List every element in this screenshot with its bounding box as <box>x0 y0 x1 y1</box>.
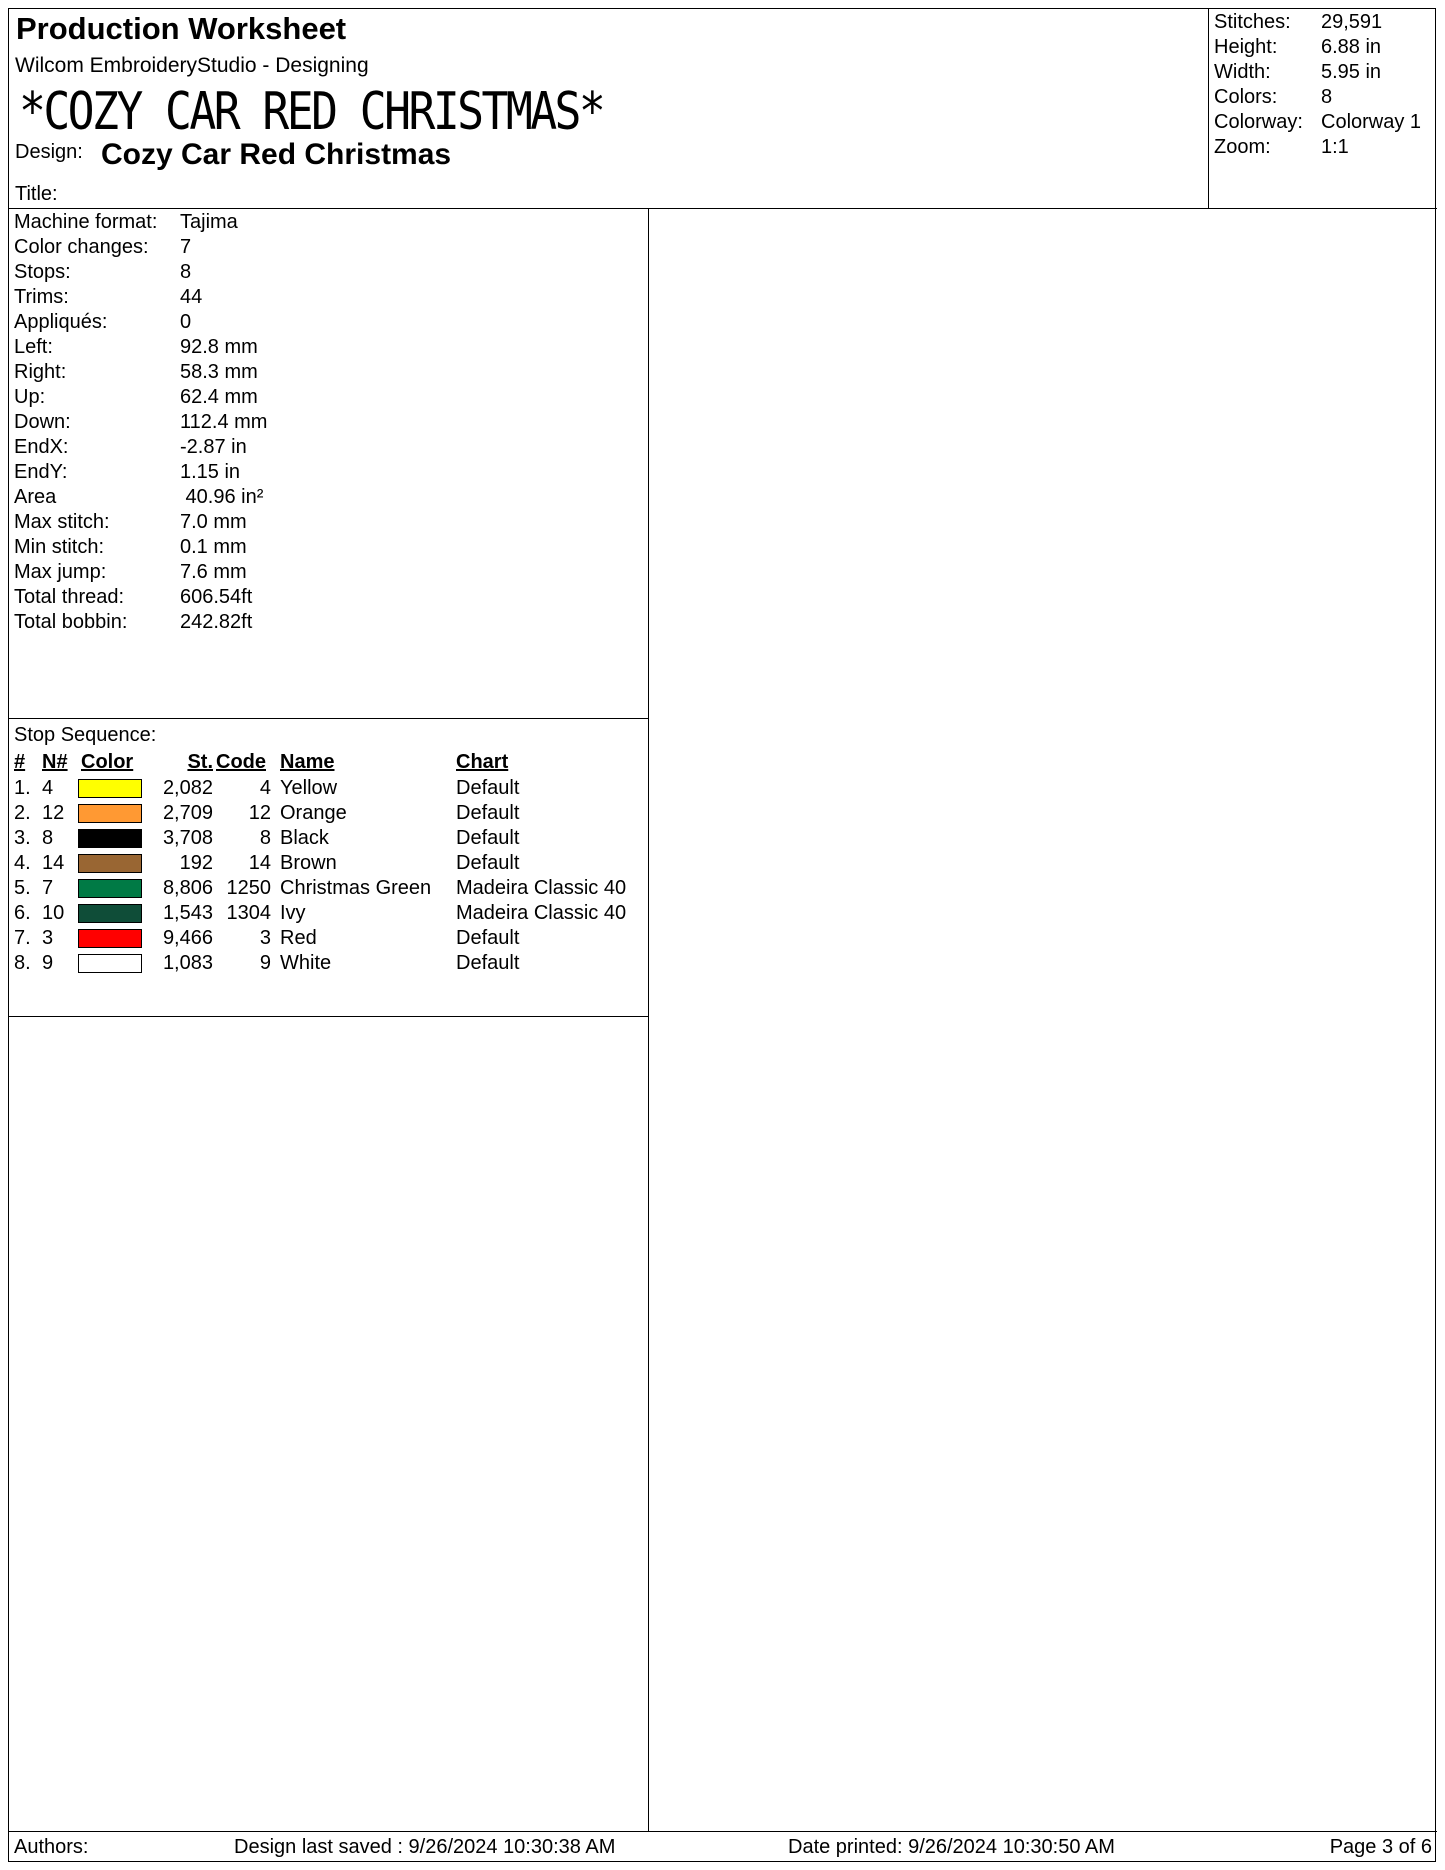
info-left <box>14 334 258 360</box>
row-needle: 3 <box>42 927 54 949</box>
row-needle: 9 <box>42 952 54 974</box>
stat-colors <box>1214 84 1332 110</box>
row-name: Ivy <box>280 902 306 924</box>
info-machine-format <box>14 209 238 235</box>
stop-sequence-title: Stop Sequence: <box>14 724 157 746</box>
info-value: 44 <box>180 286 203 308</box>
info-appliques <box>14 309 191 335</box>
info-down <box>14 409 267 435</box>
info-max-stitch <box>14 509 247 535</box>
row-needle: 7 <box>42 877 54 899</box>
color-swatch <box>78 829 142 848</box>
info-right <box>14 359 258 385</box>
stat-value: 8 <box>1321 86 1333 108</box>
stat-label: Colors: <box>1214 86 1278 108</box>
row-needle: 12 <box>42 802 65 824</box>
info-value: Tajima <box>180 211 238 233</box>
stat-width <box>1214 59 1381 85</box>
info-label: Color changes: <box>14 236 149 258</box>
color-swatch <box>78 854 142 873</box>
row-code: 1304 <box>226 902 271 924</box>
row-chart: Default <box>456 852 520 874</box>
color-swatch <box>78 954 142 973</box>
info-total-bobbin <box>14 609 252 635</box>
color-swatch <box>78 929 142 948</box>
info-value: -2.87 in <box>180 436 247 458</box>
row-stitches: 3,708 <box>162 827 213 849</box>
stat-stitches <box>1214 9 1382 35</box>
stat-value: 6.88 in <box>1321 36 1382 58</box>
info-endx <box>14 434 247 460</box>
header-title-block <box>9 9 1208 209</box>
worksheet-title: Production Worksheet <box>16 11 347 46</box>
info-value: 7.0 mm <box>180 511 247 533</box>
row-name: White <box>280 952 332 974</box>
info-value: 112.4 mm <box>180 411 268 433</box>
stat-label: Height: <box>1214 36 1278 58</box>
design-label: Design: <box>15 141 83 163</box>
row-chart: Default <box>456 927 520 949</box>
row-needle: 4 <box>42 777 54 799</box>
row-needle: 10 <box>42 902 65 924</box>
row-name: Orange <box>280 802 347 824</box>
footer-page-number: Page 3 of 6 <box>1329 1836 1432 1858</box>
col-header-chart: Chart <box>456 751 509 773</box>
production-worksheet <box>8 8 1436 1862</box>
info-value: 8 <box>180 261 192 283</box>
row-stitches: 2,709 <box>162 802 213 824</box>
footer-date-printed: Date printed: 9/26/2024 10:30:50 AM <box>788 1836 1115 1858</box>
info-value: 242.82ft <box>180 611 253 633</box>
stat-value: 1:1 <box>1321 136 1349 158</box>
details-column <box>9 209 649 1831</box>
info-label: Machine format: <box>14 211 158 233</box>
info-value: 58.3 mm <box>180 361 258 383</box>
col-header-needle: N# <box>42 751 68 773</box>
row-stitches: 9,466 <box>162 927 213 949</box>
footer-authors: Authors: <box>14 1836 89 1858</box>
row-code: 12 <box>248 802 271 824</box>
design-name: Cozy Car Red Christmas <box>101 138 452 171</box>
info-label: Max jump: <box>14 561 107 583</box>
info-min-stitch <box>14 534 247 560</box>
info-color-changes <box>14 234 191 260</box>
stat-value: 5.95 in <box>1321 61 1382 83</box>
design-stats <box>1208 9 1437 209</box>
col-header-color: Color <box>81 751 134 773</box>
row-code: 9 <box>259 952 271 974</box>
row-code: 8 <box>259 827 271 849</box>
row-stitches: 1,543 <box>162 902 213 924</box>
worksheet-footer <box>9 1831 1437 1863</box>
info-label: Max stitch: <box>14 511 110 533</box>
row-chart: Madeira Classic 40 <box>456 902 627 924</box>
row-name: Yellow <box>280 777 338 799</box>
row-name: Christmas Green <box>280 877 432 899</box>
row-num: 2. <box>14 802 31 824</box>
row-num: 3. <box>14 827 31 849</box>
stat-label: Zoom: <box>1214 136 1271 158</box>
row-chart: Madeira Classic 40 <box>456 877 627 899</box>
info-label: Left: <box>14 336 53 358</box>
row-stitches: 1,083 <box>162 952 213 974</box>
stat-label: Stitches: <box>1214 11 1291 33</box>
row-code: 4 <box>259 777 271 799</box>
info-label: Up: <box>14 386 46 408</box>
stop-sequence <box>9 719 649 1017</box>
row-num: 1. <box>14 777 31 799</box>
stat-label: Colorway: <box>1214 111 1303 133</box>
row-stitches: 192 <box>179 852 213 874</box>
info-value: 606.54ft <box>180 586 253 608</box>
stat-value: Colorway 1 <box>1321 111 1422 133</box>
row-num: 8. <box>14 952 31 974</box>
col-header-code: Code <box>216 751 266 773</box>
color-swatch <box>78 779 142 798</box>
row-code: 1250 <box>226 877 271 899</box>
info-value: 62.4 mm <box>180 386 258 408</box>
info-label: Down: <box>14 411 71 433</box>
stat-label: Width: <box>1214 61 1271 83</box>
row-name: Black <box>280 827 329 849</box>
design-banner: *COZY CAR RED CHRISTMAS* <box>19 82 604 142</box>
row-code: 3 <box>259 927 271 949</box>
row-stitches: 8,806 <box>162 877 213 899</box>
info-label: EndX: <box>14 436 69 458</box>
row-name: Brown <box>280 852 337 874</box>
info-area <box>14 484 263 510</box>
row-needle: 14 <box>42 852 65 874</box>
info-trims <box>14 284 202 310</box>
info-value: 7 <box>180 236 192 258</box>
row-num: 6. <box>14 902 31 924</box>
color-swatch <box>78 904 142 923</box>
info-label: Right: <box>14 361 67 383</box>
info-up <box>14 384 258 410</box>
row-code: 14 <box>248 852 271 874</box>
row-name: Red <box>280 927 317 949</box>
color-swatch <box>78 804 142 823</box>
row-chart: Default <box>456 777 520 799</box>
col-header-name: Name <box>280 751 335 773</box>
info-label: EndY: <box>14 461 68 483</box>
info-label: Area <box>14 486 57 508</box>
col-header-stitches: St. <box>187 751 213 773</box>
row-stitches: 2,082 <box>162 777 213 799</box>
title-label: Title: <box>15 183 58 205</box>
row-num: 4. <box>14 852 31 874</box>
footer-last-saved: Design last saved : 9/26/2024 10:30:38 AM <box>234 1836 616 1858</box>
stat-height <box>1214 34 1381 60</box>
info-label: Appliqués: <box>14 311 108 333</box>
info-max-jump <box>14 559 247 585</box>
info-total-thread <box>14 584 252 610</box>
col-header-num: # <box>14 751 26 773</box>
info-value: 0 <box>180 311 192 333</box>
stat-zoom <box>1214 134 1349 160</box>
worksheet-header <box>9 9 1437 209</box>
info-label: Trims: <box>14 286 69 308</box>
info-label: Min stitch: <box>14 536 105 558</box>
row-chart: Default <box>456 827 520 849</box>
info-label: Total bobbin: <box>14 611 128 633</box>
stat-value: 29,591 <box>1321 11 1383 33</box>
info-label: Stops: <box>14 261 71 283</box>
info-stops <box>14 259 191 285</box>
info-endy <box>14 459 240 485</box>
info-value: 40.96 in² <box>180 486 264 508</box>
machine-info <box>9 209 649 719</box>
row-num: 7. <box>14 927 31 949</box>
row-num: 5. <box>14 877 31 899</box>
row-chart: Default <box>456 952 520 974</box>
stat-colorway <box>1214 109 1421 135</box>
info-value: 92.8 mm <box>180 336 258 358</box>
color-swatch <box>78 879 142 898</box>
info-label: Total thread: <box>14 586 125 608</box>
info-value: 0.1 mm <box>180 536 247 558</box>
info-value: 7.6 mm <box>180 561 247 583</box>
app-name: Wilcom EmbroideryStudio - Designing <box>15 54 369 77</box>
row-chart: Default <box>456 802 520 824</box>
row-needle: 8 <box>42 827 54 849</box>
info-value: 1.15 in <box>180 461 241 483</box>
